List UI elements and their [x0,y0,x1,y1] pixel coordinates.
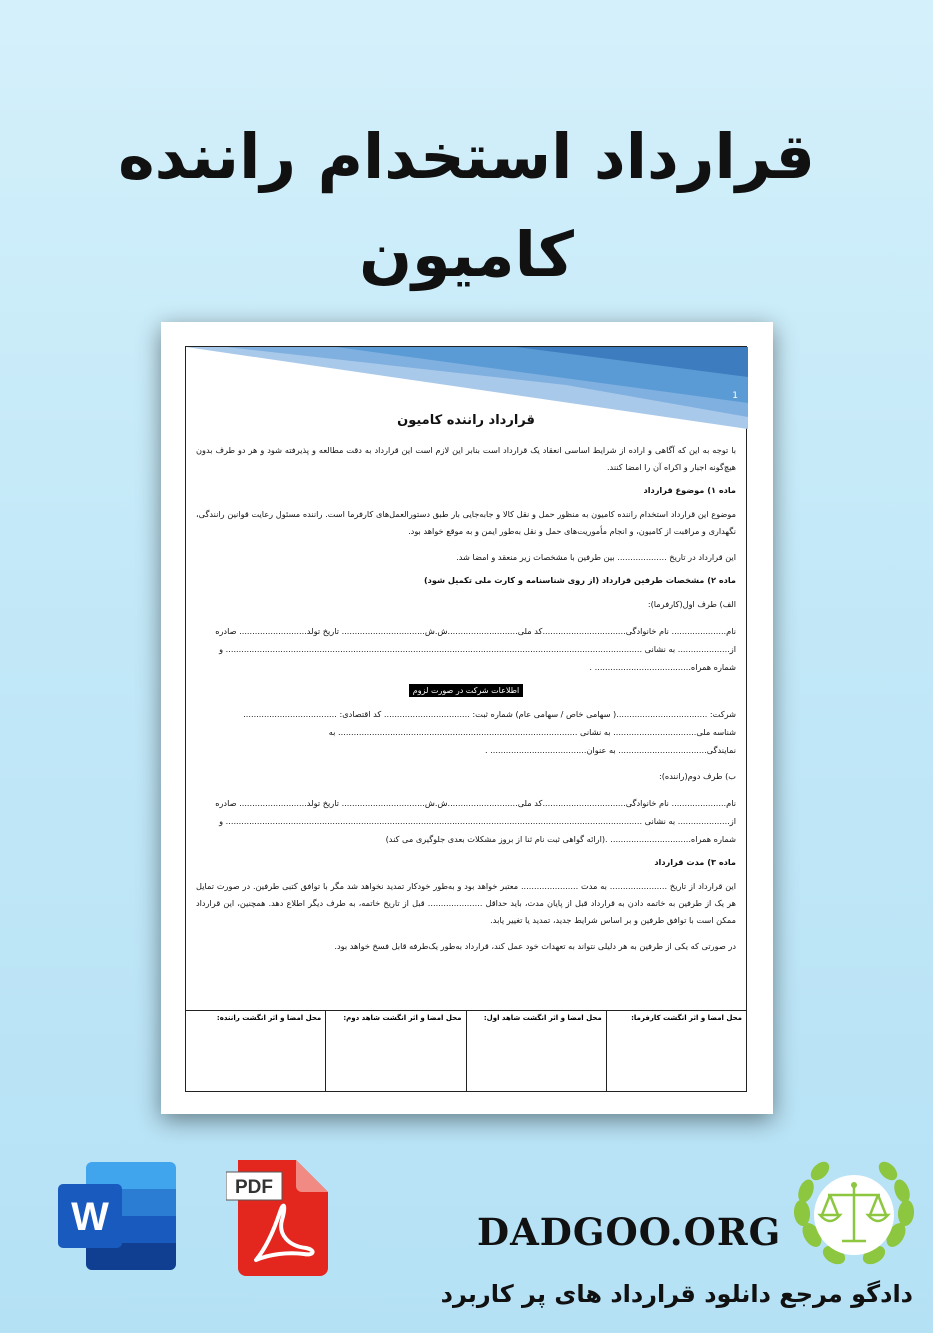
company-line: شرکت: ...................................( سهامی خاص / سهامی عام) شماره ثبت: ................................. کد اقتصادی: .................................... [243,709,736,719]
article3-text: این قرارداد از تاریخ ...................... به مدت ...................... معتبر خواهد بود و به‌طور خودکار تمدید نخواهد شد مگر با توافق کتبی طرفین. در صورت تمایل هر یک از طرفین به خاتمه دادن به قرارداد قبل از پایان مدت، باید حداقل ..................... قبل از تاریخ خاتمه، به طرف دیگر اطلاع دهد. همچنین، این قرارداد ممکن است با توافق طرفین و بر اساس شرایط جدید، تمدید یا تغییر یابد. [196,881,736,925]
document-preview[interactable] [161,322,773,1114]
signature-cell-employer: محل امضا و اثر انگشت کارفرما: [606,1011,746,1091]
word-icon-letter: W [71,1195,109,1239]
party-b-label: ب) طرف دوم(راننده): [658,771,736,781]
company-info-badge: اطلاعات شرکت در صورت لزوم [409,684,523,697]
pdf-icon-label: PDF [235,1177,273,1198]
article1-title: ماده ۱) موضوع قرارداد [643,485,736,495]
party-a-line: شماره همراه..................................... . [589,662,736,672]
signature-cell-driver: محل امضا و اثر انگشت راننده: [216,1014,322,1022]
party-b-line: از.................... به نشانی ................................................................................................................................................................ و [219,816,736,826]
scales-of-justice-icon [790,1155,918,1273]
page-number: 1 [732,391,738,401]
article1-text: موضوع این قرارداد استخدام راننده کامیون به منظور حمل و نقل کالا و جابه‌جایی بار طبق دستورالعمل‌های کارفرما است. راننده مسئول رعایت قوانین رانندگی، نگهداری و مراقبت از کامیون، و انجام مأموریت‌های حمل و نقل به‌طور ایمن و به موقع خواهد بود. [196,509,736,536]
main-title-line2: کامیون [359,218,574,291]
document-heading: قرارداد راننده کامیون [397,413,535,428]
signature-cell-witness2: محل امضا و اثر انگشت شاهد دوم: [325,1011,465,1091]
document-frame [185,346,747,1092]
tagline: دادگو مرجع دانلود قرارداد های پر کاربرد [440,1280,913,1308]
breach-text: در صورتی که یکی از طرفین به هر دلیلی نتواند به تعهدات خود عمل کند، قرارداد به‌طور یک‌طرفه قابل فسخ خواهد بود. [334,941,736,951]
intro-paragraph: با توجه به این که آگاهی و اراده از شرایط اساسی انعقاد یک قرارداد است بنابر این لازم است این قرارداد به دقت مطالعه و پذیرفته شود و هر دو طرف بدون هیچ‌گونه اجبار و اکراه آن را امضا کنند. [196,445,736,472]
article2-title: ماده ۲) مشخصات طرفین قرارداد (از روی شناسنامه و کارت ملی تکمیل شود) [423,575,736,585]
party-a-line: از.................... به نشانی ................................................................................................................................................................ و [219,644,736,654]
contract-date-line: این قرارداد در تاریخ ................... بین طرفین با مشخصات زیر منعقد و امضا شد. [456,552,736,562]
main-title [0,108,933,304]
signature-cell-witness1: محل امضا و اثر انگشت شاهد اول: [466,1011,606,1091]
article3-title: ماده ۳) مدت قرارداد [654,857,736,867]
company-line: شناسه ملی................................ به نشانی ............................................................................................ به [328,727,736,737]
signature-table [186,1010,746,1091]
word-icon[interactable] [58,1162,176,1270]
brand-name[interactable]: DADGOO.ORG [477,1210,782,1254]
pdf-icon[interactable] [226,1160,328,1276]
document-body [186,413,746,964]
party-b-line: شماره همراه............................... .(ارائه گواهی ثبت نام ثنا از بروز مشکلات بعدی جلوگیری می کند) [385,834,736,844]
company-line: نمایندگی.................................. به عنوان..................................... . [484,745,736,755]
party-b-line: نام..................... نام خانوادگی................................کد ملی...........................ش.ش................................ تاریخ تولد.......................... صادره [215,798,736,808]
party-a-line: نام..................... نام خانوادگی................................کد ملی...........................ش.ش................................ تاریخ تولد.......................... صادره [215,626,736,636]
party-a-label: الف) طرف اول(کارفرما): [647,599,736,609]
main-title-line1: قرارداد استخدام راننده [118,120,815,193]
